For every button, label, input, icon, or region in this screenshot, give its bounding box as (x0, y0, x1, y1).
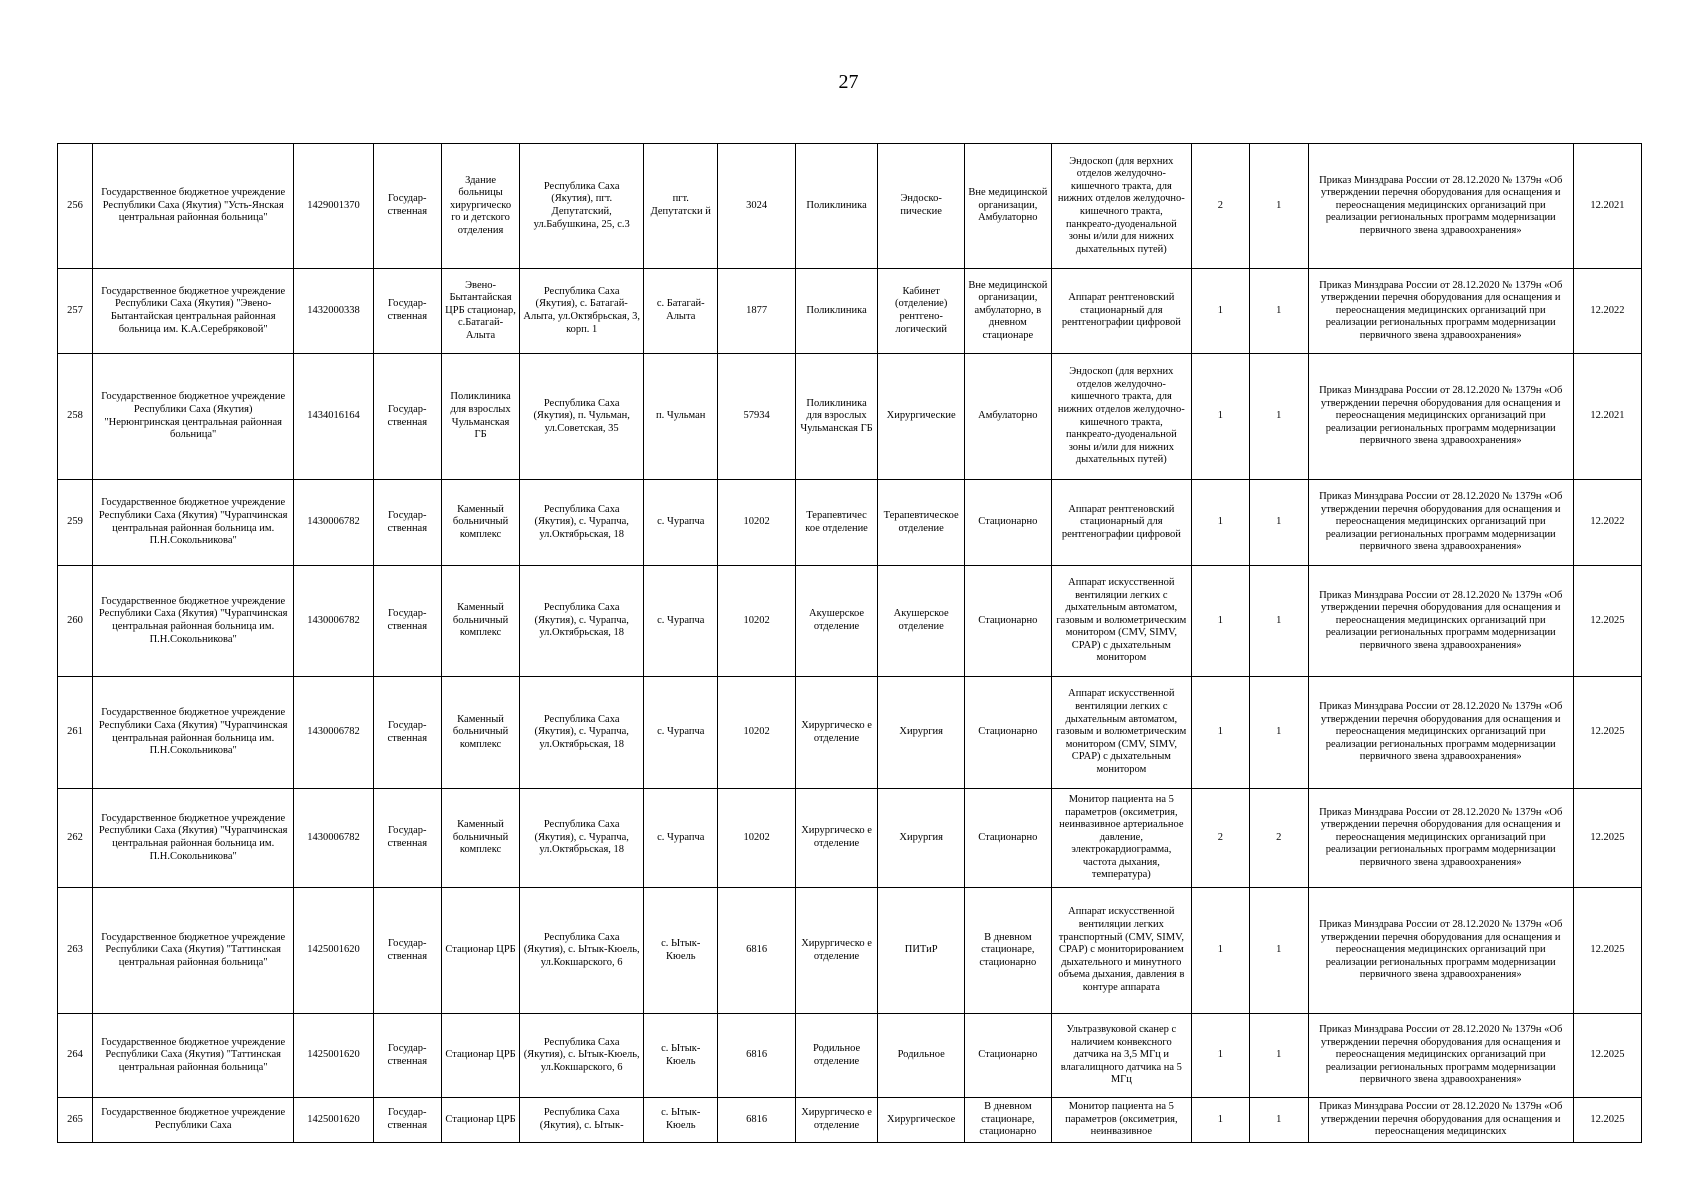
building-name-cell: Поликлиника для взрослых Чульманская ГБ (441, 354, 519, 480)
address-cell: Республика Саха (Якутия), с. Ытык- (520, 1098, 644, 1143)
quantity-new-cell: 1 (1249, 888, 1308, 1014)
table-row (58, 144, 1642, 269)
legal-basis-cell: Приказ Минздрава России от 28.12.2020 № 1379н «Об утверждении перечня оборудования для оснащения и переоснащения медицинских организаций при реализации региональных программ модернизации первичного звена здравоохранения» (1308, 354, 1573, 480)
address-cell: Республика Саха (Якутия), с. Ытык-Кюель, ул.Кокшарского, 6 (520, 888, 644, 1014)
delivery-date-cell: 12.2025 (1573, 888, 1641, 1014)
delivery-date-cell: 12.2025 (1573, 566, 1641, 677)
quantity-total-cell: 1 (1192, 1098, 1250, 1143)
row-number-cell: 264 (58, 1014, 93, 1098)
delivery-date-cell: 12.2021 (1573, 354, 1641, 480)
equipment-name-cell: Ультразвуковой сканер с наличием конвексного датчика на 3,5 МГц и влагалищного датчика на 5 МГц (1051, 1014, 1191, 1098)
quantity-new-cell: 1 (1249, 1014, 1308, 1098)
inn-code-cell: 1430006782 (294, 480, 373, 566)
population-cell: 1877 (718, 269, 795, 354)
organization-name-cell: Государственное бюджетное учреждение Республики Саха (Якутия) "Нерюнгринская центральная районная больница" (93, 354, 294, 480)
quantity-total-cell: 1 (1192, 566, 1250, 677)
table-row (58, 888, 1642, 1014)
delivery-date-cell: 12.2025 (1573, 789, 1641, 888)
care-conditions-cell: В дневном стационаре, стационарно (965, 1098, 1052, 1143)
legal-basis-cell: Приказ Минздрава России от 28.12.2020 № 1379н «Об утверждении перечня оборудования для оснащения и переоснащения медицинских организаций при реализации региональных программ модернизации первичного звена здравоохранения» (1308, 888, 1573, 1014)
equipment-registry-table (57, 143, 1642, 1143)
row-number-cell: 262 (58, 789, 93, 888)
ownership-type-cell: Государ-ственная (373, 888, 441, 1014)
division-cell: Поликлиника (795, 269, 878, 354)
row-number-cell: 263 (58, 888, 93, 1014)
address-cell: Республика Саха (Якутия), с. Батагай-Алыта, ул.Октябрьская, 3, корп. 1 (520, 269, 644, 354)
quantity-new-cell: 1 (1249, 354, 1308, 480)
quantity-total-cell: 1 (1192, 269, 1250, 354)
quantity-new-cell: 1 (1249, 677, 1308, 789)
address-cell: Республика Саха (Якутия), с. Чурапча, ул.Октябрьская, 18 (520, 789, 644, 888)
legal-basis-cell: Приказ Минздрава России от 28.12.2020 № 1379н «Об утверждении перечня оборудования для оснащения и переоснащения медицинских организаций при реализации региональных программ модернизации первичного звена здравоохранения» (1308, 480, 1573, 566)
building-name-cell: Эвено-Бытантайская ЦРБ стационар, с.Батагай-Алыта (441, 269, 519, 354)
quantity-total-cell: 1 (1192, 1014, 1250, 1098)
legal-basis-cell: Приказ Минздрава России от 28.12.2020 № 1379н «Об утверждении перечня оборудования для оснащения и переоснащения медицинских организаций при реализации региональных программ модернизации первичного звена здравоохранения» (1308, 566, 1573, 677)
medical-profile-cell: Акушерское отделение (878, 566, 965, 677)
table-row (58, 1098, 1642, 1143)
settlement-cell: с. Чурапча (644, 789, 718, 888)
delivery-date-cell: 12.2025 (1573, 677, 1641, 789)
quantity-new-cell: 2 (1249, 789, 1308, 888)
table-row (58, 789, 1642, 888)
inn-code-cell: 1425001620 (294, 1098, 373, 1143)
population-cell: 10202 (718, 677, 795, 789)
organization-name-cell: Государственное бюджетное учреждение Республики Саха (Якутия) "Усть-Янская центральная районная больница" (93, 144, 294, 269)
organization-name-cell: Государственное бюджетное учреждение Республики Саха (Якутия) "Эвено-Бытантайская центральная районная больница им. К.А.Серебряковой" (93, 269, 294, 354)
inn-code-cell: 1430006782 (294, 677, 373, 789)
medical-profile-cell: Эндоско-пические (878, 144, 965, 269)
division-cell: Поликлиника для взрослых Чульманская ГБ (795, 354, 878, 480)
medical-profile-cell: Хирургические (878, 354, 965, 480)
settlement-cell: с. Ытык-Кюель (644, 1014, 718, 1098)
population-cell: 6816 (718, 888, 795, 1014)
ownership-type-cell: Государ-ственная (373, 566, 441, 677)
care-conditions-cell: Стационарно (965, 1014, 1052, 1098)
division-cell: Хирургическо е отделение (795, 677, 878, 789)
population-cell: 10202 (718, 480, 795, 566)
population-cell: 6816 (718, 1098, 795, 1143)
table-body (58, 144, 1642, 1143)
population-cell: 10202 (718, 566, 795, 677)
ownership-type-cell: Государ-ственная (373, 269, 441, 354)
medical-profile-cell: Хирургия (878, 677, 965, 789)
table-row (58, 480, 1642, 566)
care-conditions-cell: Вне медицинской организации, амбулаторно, в дневном стационаре (965, 269, 1052, 354)
inn-code-cell: 1429001370 (294, 144, 373, 269)
inn-code-cell: 1432000338 (294, 269, 373, 354)
medical-profile-cell: Кабинет (отделение) рентгено-логический (878, 269, 965, 354)
population-cell: 3024 (718, 144, 795, 269)
quantity-total-cell: 1 (1192, 888, 1250, 1014)
quantity-total-cell: 1 (1192, 480, 1250, 566)
page-number: 27 (838, 71, 859, 93)
settlement-cell: с. Ытык-Кюель (644, 888, 718, 1014)
population-cell: 6816 (718, 1014, 795, 1098)
equipment-name-cell: Эндоскоп (для верхних отделов желудочно-кишечного тракта, для нижних отделов желудочно-кишечного тракта, панкреато-дуоденальной зоны и/или для нижних дыхательных путей) (1051, 354, 1191, 480)
row-number-cell: 260 (58, 566, 93, 677)
legal-basis-cell: Приказ Минздрава России от 28.12.2020 № 1379н «Об утверждении перечня оборудования для оснащения и переоснащения медицинских организаций при реализации региональных программ модернизации первичного звена здравоохранения» (1308, 789, 1573, 888)
care-conditions-cell: Стационарно (965, 566, 1052, 677)
delivery-date-cell: 12.2025 (1573, 1098, 1641, 1143)
settlement-cell: с. Чурапча (644, 566, 718, 677)
building-name-cell: Каменный больничный комплекс (441, 677, 519, 789)
quantity-total-cell: 2 (1192, 789, 1250, 888)
legal-basis-cell: Приказ Минздрава России от 28.12.2020 № 1379н «Об утверждении перечня оборудования для оснащения и переоснащения медицинских организаций при реализации региональных программ модернизации первичного звена здравоохранения» (1308, 269, 1573, 354)
address-cell: Республика Саха (Якутия), с. Чурапча, ул.Октябрьская, 18 (520, 566, 644, 677)
medical-profile-cell: Хирургическое (878, 1098, 965, 1143)
ownership-type-cell: Государ-ственная (373, 1098, 441, 1143)
care-conditions-cell: Стационарно (965, 677, 1052, 789)
ownership-type-cell: Государ-ственная (373, 480, 441, 566)
settlement-cell: с. Ытык-Кюель (644, 1098, 718, 1143)
ownership-type-cell: Государ-ственная (373, 677, 441, 789)
row-number-cell: 257 (58, 269, 93, 354)
quantity-total-cell: 2 (1192, 144, 1250, 269)
organization-name-cell: Государственное бюджетное учреждение Республики Саха (Якутия) "Таттинская центральная районная больница" (93, 888, 294, 1014)
organization-name-cell: Государственное бюджетное учреждение Республики Саха (Якутия) "Чурапчинская центральная районная больница им. П.Н.Сокольникова" (93, 566, 294, 677)
ownership-type-cell: Государ-ственная (373, 354, 441, 480)
delivery-date-cell: 12.2022 (1573, 269, 1641, 354)
medical-profile-cell: ПИТиР (878, 888, 965, 1014)
care-conditions-cell: Амбулаторно (965, 354, 1052, 480)
ownership-type-cell: Государ-ственная (373, 1014, 441, 1098)
division-cell: Хирургическо е отделение (795, 888, 878, 1014)
row-number-cell: 265 (58, 1098, 93, 1143)
division-cell: Хирургическо е отделение (795, 789, 878, 888)
quantity-total-cell: 1 (1192, 354, 1250, 480)
table-row (58, 677, 1642, 789)
settlement-cell: п. Чульман (644, 354, 718, 480)
legal-basis-cell: Приказ Минздрава России от 28.12.2020 № 1379н «Об утверждении перечня оборудования для оснащения и переоснащения медицинских организаций при реализации региональных программ модернизации первичного звена здравоохранения» (1308, 144, 1573, 269)
equipment-name-cell: Монитор пациента на 5 параметров (оксиметрия, неинвазивное (1051, 1098, 1191, 1143)
inn-code-cell: 1425001620 (294, 888, 373, 1014)
population-cell: 10202 (718, 789, 795, 888)
division-cell: Акушерское отделение (795, 566, 878, 677)
population-cell: 57934 (718, 354, 795, 480)
quantity-new-cell: 1 (1249, 566, 1308, 677)
ownership-type-cell: Государ-ственная (373, 144, 441, 269)
quantity-new-cell: 1 (1249, 269, 1308, 354)
legal-basis-cell: Приказ Минздрава России от 28.12.2020 № 1379н «Об утверждении перечня оборудования для оснащения и переоснащения медицинских (1308, 1098, 1573, 1143)
equipment-name-cell: Аппарат рентгеновский стационарный для рентгенографии цифровой (1051, 269, 1191, 354)
equipment-name-cell: Аппарат искусственной вентиляции легких с дыхательным автоматом, газовым и волюметрическим монитором (CMV, SIMV, CPAP) с дыхательным монитором (1051, 566, 1191, 677)
building-name-cell: Каменный больничный комплекс (441, 789, 519, 888)
quantity-new-cell: 1 (1249, 480, 1308, 566)
address-cell: Республика Саха (Якутия), п. Чульман, ул.Советская, 35 (520, 354, 644, 480)
delivery-date-cell: 12.2022 (1573, 480, 1641, 566)
inn-code-cell: 1430006782 (294, 789, 373, 888)
building-name-cell: Здание больницы хирургическо го и детского отделения (441, 144, 519, 269)
address-cell: Республика Саха (Якутия), с. Ытык-Кюель, ул.Кокшарского, 6 (520, 1014, 644, 1098)
settlement-cell: с. Чурапча (644, 480, 718, 566)
organization-name-cell: Государственное бюджетное учреждение Республики Саха (Якутия) "Чурапчинская центральная районная больница им. П.Н.Сокольникова" (93, 480, 294, 566)
delivery-date-cell: 12.2021 (1573, 144, 1641, 269)
legal-basis-cell: Приказ Минздрава России от 28.12.2020 № 1379н «Об утверждении перечня оборудования для оснащения и переоснащения медицинских организаций при реализации региональных программ модернизации первичного звена здравоохранения» (1308, 1014, 1573, 1098)
division-cell: Хирургическо е отделение (795, 1098, 878, 1143)
building-name-cell: Стационар ЦРБ (441, 888, 519, 1014)
quantity-new-cell: 1 (1249, 144, 1308, 269)
division-cell: Терапевтичес кое отделение (795, 480, 878, 566)
quantity-total-cell: 1 (1192, 677, 1250, 789)
row-number-cell: 256 (58, 144, 93, 269)
equipment-name-cell: Аппарат рентгеновский стационарный для рентгенографии цифровой (1051, 480, 1191, 566)
building-name-cell: Стационар ЦРБ (441, 1098, 519, 1143)
row-number-cell: 259 (58, 480, 93, 566)
equipment-name-cell: Эндоскоп (для верхних отделов желудочно-кишечного тракта, для нижних отделов желудочно-кишечного тракта, панкреато-дуоденальной зоны и/или для нижних дыхательных путей) (1051, 144, 1191, 269)
settlement-cell: с. Чурапча (644, 677, 718, 789)
care-conditions-cell: Стационарно (965, 480, 1052, 566)
delivery-date-cell: 12.2025 (1573, 1014, 1641, 1098)
medical-profile-cell: Терапевтическое отделение (878, 480, 965, 566)
table-row (58, 354, 1642, 480)
row-number-cell: 261 (58, 677, 93, 789)
medical-profile-cell: Родильное (878, 1014, 965, 1098)
building-name-cell: Каменный больничный комплекс (441, 480, 519, 566)
care-conditions-cell: Вне медицинской организации, Амбулаторно (965, 144, 1052, 269)
building-name-cell: Каменный больничный комплекс (441, 566, 519, 677)
equipment-name-cell: Аппарат искусственной вентиляции легких с дыхательным автоматом, газовым и волюметрическим монитором (CMV, SIMV, CPAP) с дыхательным монитором (1051, 677, 1191, 789)
division-cell: Родильное отделение (795, 1014, 878, 1098)
table-row (58, 269, 1642, 354)
organization-name-cell: Государственное бюджетное учреждение Республики Саха (Якутия) "Чурапчинская центральная районная больница им. П.Н.Сокольникова" (93, 677, 294, 789)
care-conditions-cell: Стационарно (965, 789, 1052, 888)
division-cell: Поликлиника (795, 144, 878, 269)
quantity-new-cell: 1 (1249, 1098, 1308, 1143)
table-row (58, 1014, 1642, 1098)
organization-name-cell: Государственное бюджетное учреждение Республики Саха (Якутия) "Таттинская центральная районная больница" (93, 1014, 294, 1098)
care-conditions-cell: В дневном стационаре, стационарно (965, 888, 1052, 1014)
inn-code-cell: 1425001620 (294, 1014, 373, 1098)
address-cell: Республика Саха (Якутия), с. Чурапча, ул.Октябрьская, 18 (520, 480, 644, 566)
row-number-cell: 258 (58, 354, 93, 480)
legal-basis-cell: Приказ Минздрава России от 28.12.2020 № 1379н «Об утверждении перечня оборудования для оснащения и переоснащения медицинских организаций при реализации региональных программ модернизации первичного звена здравоохранения» (1308, 677, 1573, 789)
table-row (58, 566, 1642, 677)
ownership-type-cell: Государ-ственная (373, 789, 441, 888)
medical-profile-cell: Хирургия (878, 789, 965, 888)
address-cell: Республика Саха (Якутия), с. Чурапча, ул.Октябрьская, 18 (520, 677, 644, 789)
settlement-cell: с. Батагай-Алыта (644, 269, 718, 354)
building-name-cell: Стационар ЦРБ (441, 1014, 519, 1098)
equipment-name-cell: Аппарат искусственной вентиляции легких транспортный (CMV, SIMV, CPAP) с мониторированием дыхательного и минутного объема дыхания, давления в контуре аппарата (1051, 888, 1191, 1014)
settlement-cell: пгт. Депутатски й (644, 144, 718, 269)
inn-code-cell: 1434016164 (294, 354, 373, 480)
equipment-name-cell: Монитор пациента на 5 параметров (оксиметрия, неинвазивное артериальное давление, электрокардиограмма, частота дыхания, температура) (1051, 789, 1191, 888)
inn-code-cell: 1430006782 (294, 566, 373, 677)
address-cell: Республика Саха (Якутия), пгт. Депутатский, ул.Бабушкина, 25, с.3 (520, 144, 644, 269)
organization-name-cell: Государственное бюджетное учреждение Республики Саха (Якутия) "Чурапчинская центральная районная больница им. П.Н.Сокольникова" (93, 789, 294, 888)
organization-name-cell: Государственное бюджетное учреждение Республики Саха (93, 1098, 294, 1143)
